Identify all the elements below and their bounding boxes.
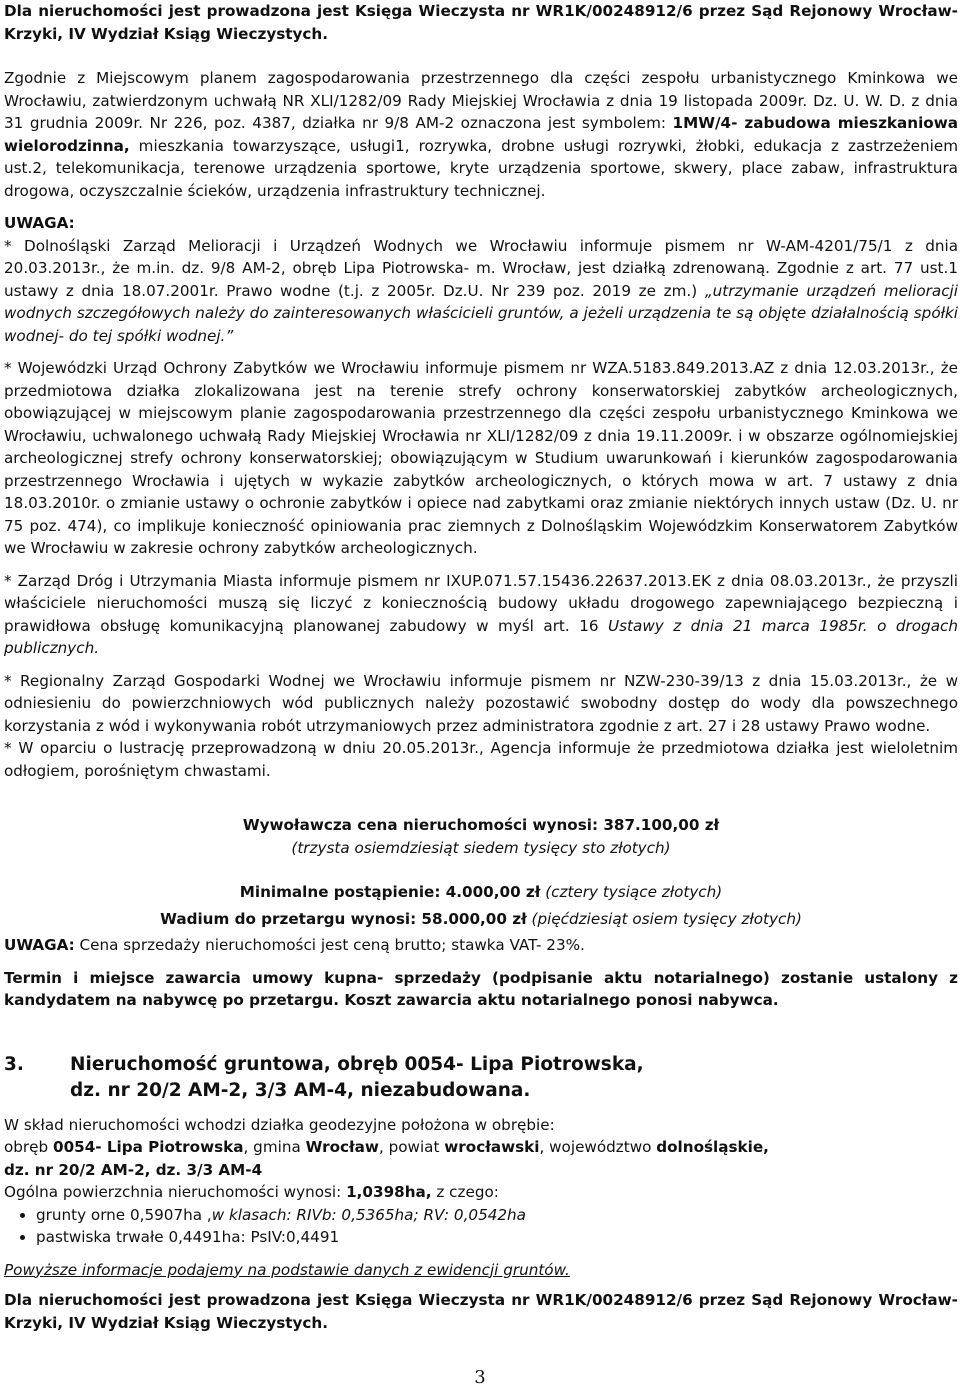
vat-text: Cena sprzedaży nieruchomości jest ceną brutto; stawka VAT- 23%. — [74, 936, 585, 954]
list-item-text: grunty orne 0,5907ha , — [36, 1205, 212, 1224]
section-intro: W skład nieruchomości wchodzi działka geodezyjne położona w obrębie: — [4, 1115, 555, 1134]
zoning-symbol: 1MW/4- zabudowa mieszkaniowa wielorodzinna, — [4, 114, 958, 155]
location-sep-3: , województwo — [539, 1138, 657, 1156]
location-sep-1: , gmina — [243, 1138, 306, 1156]
total-area-value: 1,0398ha, — [346, 1183, 432, 1201]
inspection-note: * W oparciu o lustrację przeprowadzoną w dniu 20.05.2013r., Agencja informuje że przedmiotowa działka jest wieloletnim odłogiem, porośniętym chwastami. — [4, 739, 958, 780]
zoning-plan-text-1: Zgodnie z Miejscowym planem zagospodarowania przestrzennego dla części zespołu urbanistycznego Kminkowa we Wrocławiu, zatwierdzonym uchwałą NR XLI/1282/09 Rady Miejskiej Wrocławia z dnia 19 listopada 2009r. Dz. U. W. D. z dnia 31 grudnia 2009r. Nr 226, poz. 4387, działka nr 9/8 AM-2 oznaczona jest symbolem: — [4, 69, 958, 132]
location-wojewodztwo: dolnośląskie, — [656, 1138, 769, 1156]
location-line — [4, 1136, 958, 1159]
total-area-suffix: z czego: — [431, 1183, 499, 1201]
land-use-list — [4, 1204, 958, 1249]
contract-term-note: Termin i miejsce zawarcia umowy kupna- sprzedaży (podpisanie aktu notarialnego) zostanie ustalony z kandydatem na nabywcę po przetargu. Koszt zawarcia aktu notarialnego ponosi nabywca. — [4, 968, 958, 1009]
zoning-plan-paragraph — [4, 67, 958, 202]
location-gmina: Wrocław — [305, 1138, 379, 1156]
minimum-bid-words: (cztery tysiące złotych) — [540, 883, 723, 901]
section-title — [70, 1052, 644, 1104]
location-sep-2: , powiat — [378, 1138, 445, 1156]
land-register-note-top: Dla nieruchomości jest prowadzona jest Księga Wieczysta nr WR1K/00248912/6 przez Sąd Rejonowy Wrocław- Krzyki, IV Wydział Ksiąg Wieczystych. — [4, 2, 958, 43]
section-number: 3. — [4, 1053, 24, 1075]
total-area — [4, 1181, 958, 1204]
parcel-numbers: dz. nr 20/2 AM-2, dz. 3/3 AM-4 — [4, 1160, 263, 1179]
list-item-text: pastwiska trwałe 0,4491ha: PsIV:0,4491 — [36, 1228, 340, 1246]
deposit-label: Wadium do przetargu wynosi: 58.000,00 zł — [160, 909, 527, 928]
land-register-note-bottom: Dla nieruchomości jest prowadzona jest Księga Wieczysta nr WR1K/00248912/6 przez Sąd Rejonowy Wrocław- Krzyki, IV Wydział Ksiąg Wieczystych. — [4, 1291, 958, 1332]
list-item — [36, 1226, 958, 1249]
roads-note — [4, 570, 958, 660]
zoning-plan-text-2: mieszkania towarzyszące, usługi1, rozrywka, drobne usługi rozrywki, żłobki, edukacja z zastrzeżeniem ust.2, telekomunikacja, terenowe urządzenia sportowe, kryte urządzenia sportowe, skwery, place zabaw, infrastruktura drogowa, oczyszczalnie ścieków, urządzenia infrastruktury technicznej. — [4, 136, 958, 200]
monuments-note: * Wojewódzki Urząd Ochrony Zabytków we Wrocławiu informuje pismem nr WZA.5183.849.2013.AZ z dnia 12.03.2013r., że przedmiotowa działka zlokalizowana jest na terenie strefy ochrony konserwatorskiej zabytków archeologicznych, obowiązującej w miejscowym planie zagospodarowania przestrzennego dla części zespołu urbanistycznego Kminkowa we Wrocławiu, uchwalonego uchwałą Rady Miejskiej Wrocławia nr XLI/1282/09 z dnia 19.11.2009r. i w obszarze ogólnomiejskiej archeologicznej strefy ochrony konserwatorskiej; obowiązującym w Studium uwarunkowań i kierunków zagospodarowania przestrzennego Wrocławia i ujętych w wykazie zabytków archeologicznych, o których mowa w art. 7 ustawy z dnia 18.03.2010r. o zmianie ustawy o ochronie zabytków i opiece nad zabytkami oraz zmianie niektórych innych ustaw (Dz. U. nr 75 poz. 474), co implikuje konieczność opiniowania prac ziemnych z Dolnośląskim Wojewódzkim Konserwatorem Zabytków we Wrocławiu w zakresie ochrony zabytków archeologicznych. — [4, 359, 958, 557]
roads-note-text: * Zarząd Dróg i Utrzymania Miasta informuje pismem nr IXUP.071.57.15436.22637.2013.EK z dnia 08.03.2013r., że przyszli właściciele nieruchomości muszą się liczyć z koniecznością budowy układu drogowego zapewniającego bezpieczną i prawidłowa obsługę komunikacyjną planowanej zabudowy w myśl art. 16 — [4, 571, 958, 635]
water-management-note: * Regionalny Zarząd Gospodarki Wodnej we Wrocławiu informuje pismem nr NZW-230-39/13 z dnia 15.03.2013r., że w odniesieniu do powierzchniowych wód publicznych należy pozostawić swobodny dostęp do wody dla powszechnego korzystania z wód i wykonywania robót utrzymaniowych przez administratora zgodnie z art. 27 i 28 ustawy Prawo wodne. — [4, 671, 958, 735]
roads-note-law: Ustawy z dnia 21 marca 1985r. o drogach publicznych. — [4, 616, 958, 657]
deposit — [4, 908, 958, 931]
location-prefix: obręb — [4, 1138, 53, 1156]
vat-heading: UWAGA: — [4, 936, 75, 954]
starting-price: Wywoławcza cena nieruchomości wynosi: 387.100,00 zł — [242, 816, 720, 834]
source-note: Powyższe informacje podajemy na podstawie danych z ewidencji gruntów. — [4, 1260, 570, 1279]
uwaga-heading: UWAGA: — [4, 214, 75, 232]
vat-note — [4, 934, 958, 957]
location-powiat: wrocławski — [444, 1138, 540, 1156]
page-number: 3 — [474, 1367, 486, 1388]
melioration-note — [4, 235, 958, 348]
total-area-label: Ogólna powierzchnia nieruchomości wynosi: — [4, 1183, 347, 1201]
document-page — [4, 0, 958, 1334]
melioration-note-text: * Dolnośląski Zarząd Melioracji i Urządzeń Wodnych we Wrocławiu informuje pismem nr W-AM-4201/75/1 z dnia 20.03.2013r., że m.in. dz. 9/8 AM-2, obręb Lipa Piotrowska- m. Wrocław, jest działką zdrenowaną. Zgodnie z art. 77 ust.1 ustawy z dnia 18.07.2001r. Prawo wodne (t.j. z 2005r. Dz.U. Nr 239 poz. 2019 ze zm.) — [4, 236, 958, 300]
list-item — [36, 1204, 958, 1227]
minimum-bid-label: Minimalne postąpienie: 4.000,00 zł — [239, 883, 541, 901]
deposit-words: (pięćdziesiąt osiem tysięcy złotych) — [526, 909, 802, 928]
section-title-line-1: Nieruchomość gruntowa, obręb 0054- Lipa Piotrowska, — [70, 1053, 644, 1075]
minimum-bid — [4, 881, 958, 904]
list-item-italic: w klasach: RIVb: 0,5365ha; RV: 0,0542ha — [211, 1205, 526, 1224]
location-obreb: 0054- Lipa Piotrowska — [53, 1138, 244, 1156]
section-title-line-2: dz. nr 20/2 AM-2, 3/3 AM-4, niezabudowana. — [70, 1079, 531, 1101]
melioration-note-quote: „utrzymanie urządzeń melioracji wodnych szczegółowych należy do zainteresowanych właścicieli gruntów, a jeżeli urządzenia te są objęte działalnością spółki wodnej- do tej spółki wodnej.” — [4, 281, 958, 345]
starting-price-words: (trzysta osiemdziesiąt siedem tysięcy sto złotych) — [291, 838, 671, 857]
section-3-heading — [4, 1052, 958, 1104]
